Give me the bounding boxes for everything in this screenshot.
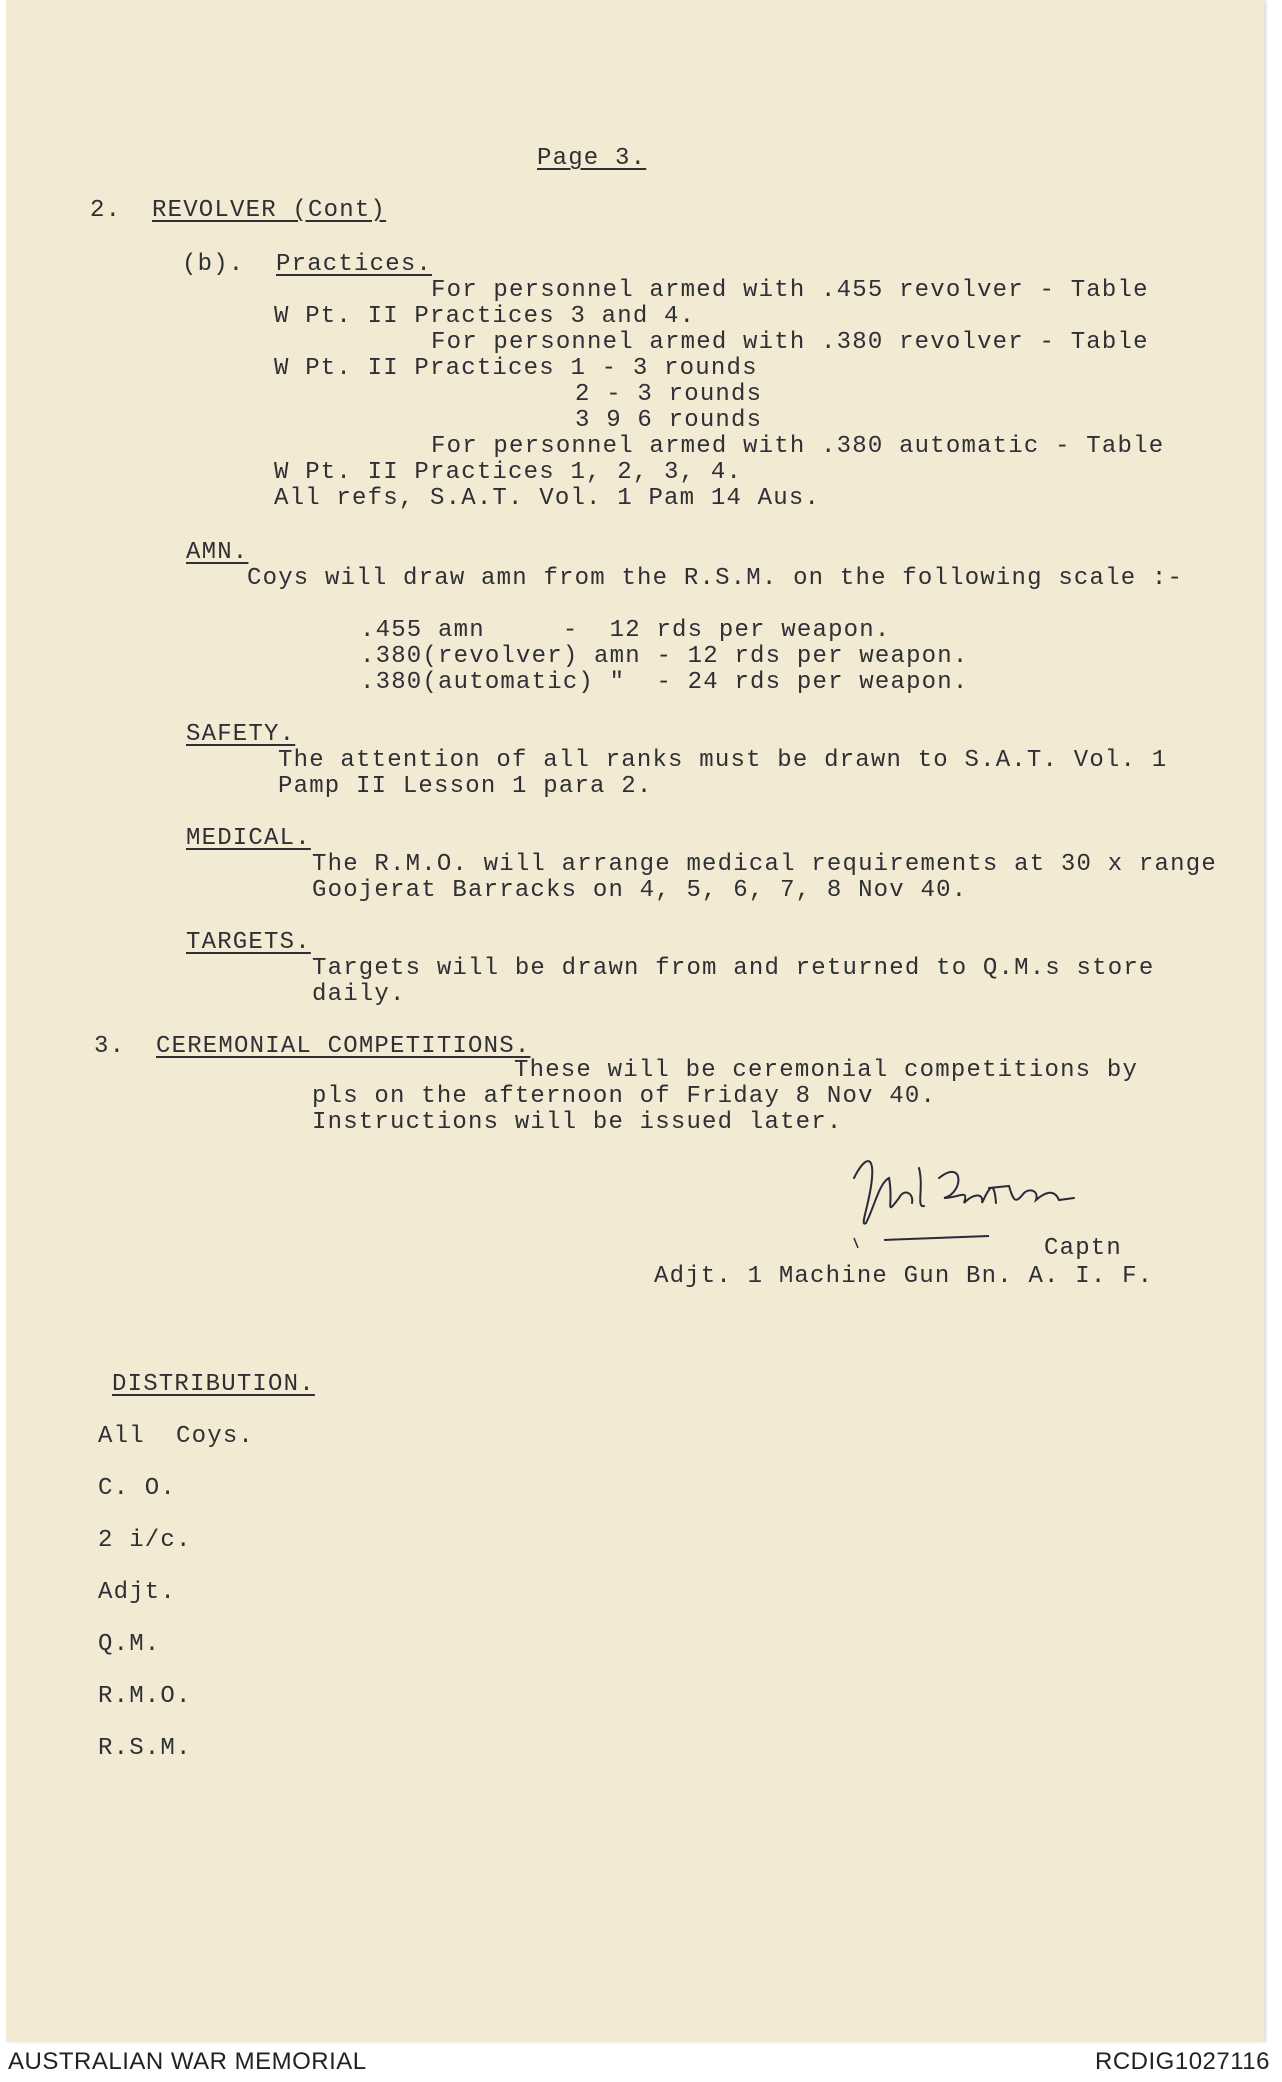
safety-line: The attention of all ranks must be drawn to S.A.T. Vol. 1 bbox=[278, 747, 1168, 774]
section3-line: These will be ceremonial competitions by bbox=[514, 1057, 1139, 1084]
distribution-item: C. O. bbox=[98, 1475, 177, 1502]
practice-line: All refs, S.A.T. Vol. 1 Pam 14 Aus. bbox=[274, 485, 821, 512]
medical-heading: MEDICAL. bbox=[186, 825, 311, 852]
amn-heading: AMN. bbox=[186, 539, 249, 566]
page-number: Page 3. bbox=[537, 145, 647, 172]
targets-line: Targets will be drawn from and returned to Q.M.s store bbox=[312, 955, 1155, 982]
medical-line: Goojerat Barracks on 4, 5, 6, 7, 8 Nov 40. bbox=[312, 877, 968, 904]
targets-line: daily. bbox=[312, 981, 406, 1008]
amn-scale-line: .380(automatic) " - 24 rds per weapon. bbox=[360, 669, 969, 696]
amn-scale-line: .455 amn - 12 rds per weapon. bbox=[360, 617, 891, 644]
footer-source: AUSTRALIAN WAR MEMORIAL bbox=[8, 2048, 367, 2075]
medical-line: The R.M.O. will arrange medical requirements at 30 x range bbox=[312, 851, 1217, 878]
footer-record-id: RCDIG1027116 bbox=[1095, 2048, 1270, 2075]
distribution-item: Q.M. bbox=[98, 1631, 161, 1658]
amn-scale-line: .380(revolver) amn - 12 rds per weapon. bbox=[360, 643, 969, 670]
document-page bbox=[6, 0, 1264, 2042]
practice-line: W Pt. II Practices 1, 2, 3, 4. bbox=[274, 459, 743, 486]
practice-line: For personnel armed with .380 revolver - Table bbox=[431, 329, 1149, 356]
practice-line: For personnel armed with .380 automatic - Table bbox=[431, 433, 1165, 460]
section-heading: CEREMONIAL COMPETITIONS. bbox=[156, 1033, 531, 1060]
signature-rank: Captn bbox=[1044, 1235, 1123, 1262]
distribution-heading: DISTRIBUTION. bbox=[112, 1371, 315, 1398]
safety-heading: SAFETY. bbox=[186, 721, 296, 748]
distribution-item: 2 i/c. bbox=[98, 1527, 192, 1554]
targets-heading: TARGETS. bbox=[186, 929, 311, 956]
subsection-label: (b). bbox=[182, 251, 245, 278]
distribution-item: R.S.M. bbox=[98, 1735, 192, 1762]
practice-line: 2 - 3 rounds bbox=[575, 381, 763, 408]
section-heading: REVOLVER (Cont) bbox=[152, 197, 387, 224]
practice-line: 3 9 6 rounds bbox=[575, 407, 763, 434]
distribution-item: Adjt. bbox=[98, 1579, 177, 1606]
distribution-item: R.M.O. bbox=[98, 1683, 192, 1710]
section-number: 2. bbox=[90, 197, 122, 224]
practice-line: For personnel armed with .455 revolver - Table bbox=[431, 277, 1149, 304]
signature-title: Adjt. 1 Machine Gun Bn. A. I. F. bbox=[654, 1263, 1154, 1290]
practice-line: W Pt. II Practices 1 - 3 rounds bbox=[274, 355, 758, 382]
subsection-heading: Practices. bbox=[276, 251, 433, 278]
section3-line: pls on the afternoon of Friday 8 Nov 40. bbox=[312, 1083, 937, 1110]
practice-line: W Pt. II Practices 3 and 4. bbox=[274, 303, 696, 330]
amn-intro: Coys will draw amn from the R.S.M. on the following scale :- bbox=[247, 565, 1184, 592]
section-number: 3. bbox=[94, 1033, 126, 1060]
section3-line: Instructions will be issued later. bbox=[312, 1109, 843, 1136]
distribution-item: All Coys. bbox=[98, 1423, 255, 1450]
safety-line: Pamp II Lesson 1 para 2. bbox=[278, 773, 653, 800]
